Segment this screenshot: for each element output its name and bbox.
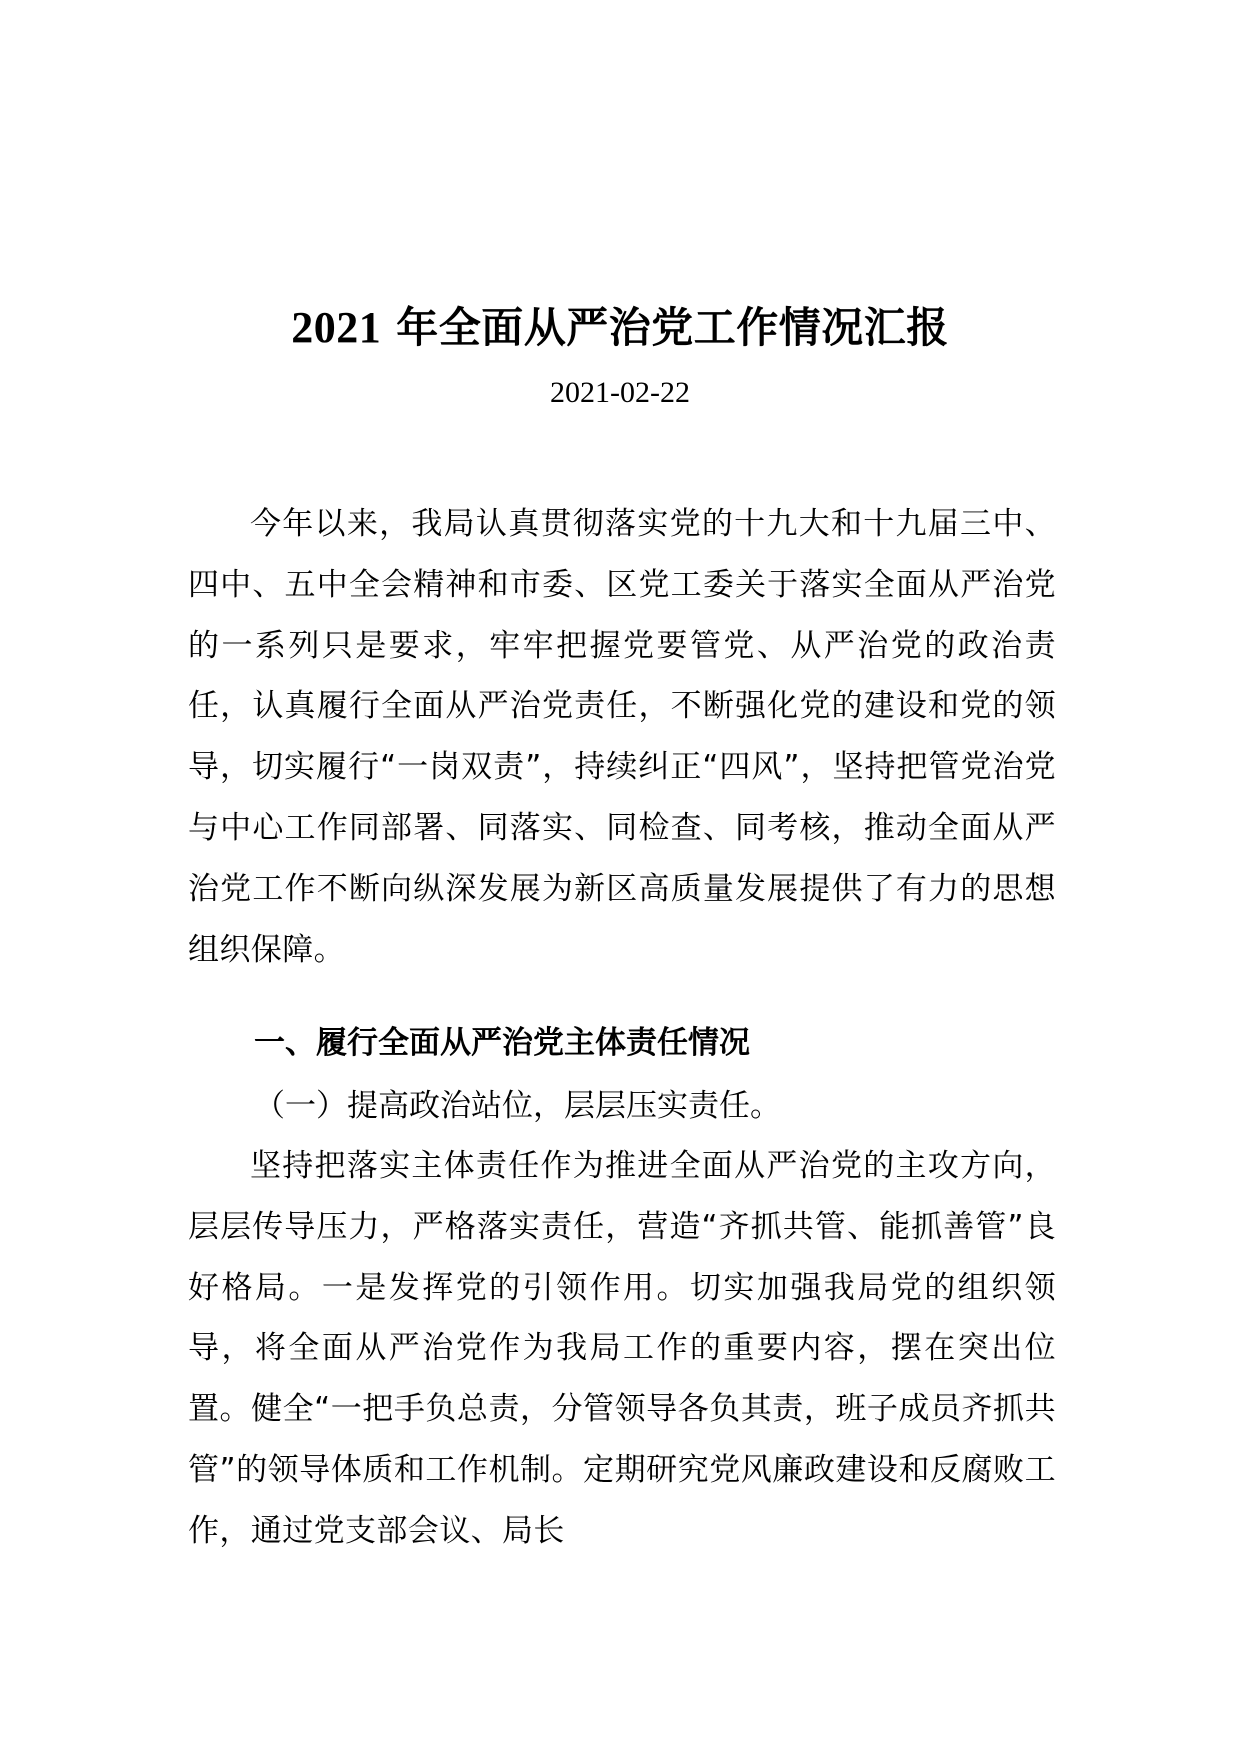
section-heading: 一、履行全面从严治党主体责任情况 [254, 1025, 750, 1061]
section-paragraph: 坚持把落实主体责任作为推进全面从严治党的主攻方向，层层传导压力，严格落实责任，营造“齐抓共管、能抓善管”良好格局。一是发挥党的引领作用。切实加强我局党的组织领导，将全面从严治党作为我局工作的重要内容，摆在突出位置。健全“一把手负总责，分管领导各负其责，班子成员齐抓共管”的领导体质和工作机制。定期研究党风廉政建设和反腐败工作，通过党支部会议、局长 [188, 1148, 1056, 1549]
title-text: 年全面从严治党工作情况汇报 [381, 303, 949, 352]
section-body [188, 1136, 1056, 1562]
document-title [0, 298, 1240, 358]
subsection-heading: （一）提高政治站位，层层压实责任。 [254, 1088, 781, 1124]
title-year: 2021 [291, 303, 382, 352]
intro-paragraph: 今年以来，我局认真贯彻落实党的十九大和十九届三中、四中、五中全会精神和市委、区党工委关于落实全面从严治党的一系列只是要求，牢牢把握党要管党、从严治党的政治责任，认真履行全面从严治党责任，不断强化党的建设和党的领导，切实履行“一岗双责”，持续纠正“四风”，坚持把管党治党与中心工作同部署、同落实、同检查、同考核，推动全面从严治党工作不断向纵深发展为新区高质量发展提供了有力的思想组织保障。 [188, 506, 1056, 968]
intro-section [188, 494, 1056, 980]
document-date: 2021-02-22 [550, 376, 690, 409]
